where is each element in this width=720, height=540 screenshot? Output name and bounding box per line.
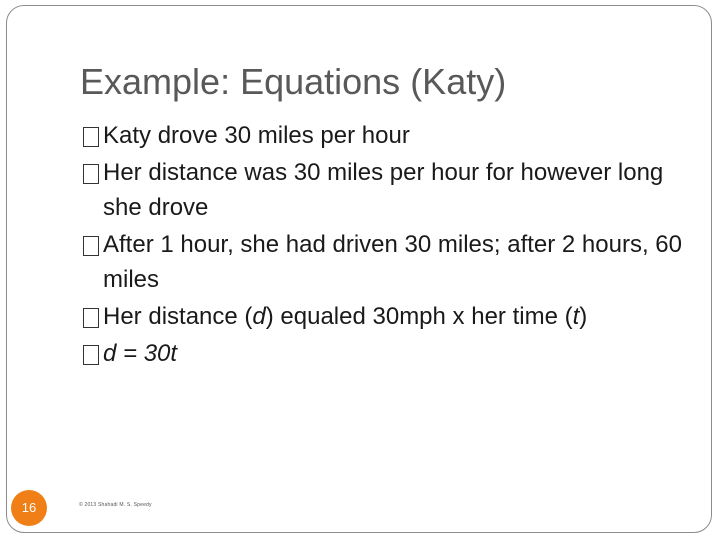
equation-text: d = 30t (103, 340, 178, 367)
square-bullet-icon (83, 308, 99, 328)
slide-title: Example: Equations (Katy) (80, 61, 507, 102)
bullet-item (83, 227, 683, 297)
square-bullet-icon (83, 127, 99, 147)
footer-copyright: © 2013 Shahadi M. S. Speedy (79, 502, 152, 508)
bullet-list (83, 118, 683, 373)
square-bullet-icon (83, 164, 99, 184)
bullet-item (83, 118, 683, 153)
bullet-item (83, 155, 683, 225)
variable-t: t (572, 303, 580, 330)
bullet-item (83, 299, 683, 334)
square-bullet-icon (83, 236, 99, 256)
bullet-text: Katy drove 30 miles per hour (103, 122, 410, 149)
bullet-text-segment: ) (579, 303, 588, 330)
bullet-text-segment: ) equaled 30mph x her time ( (265, 303, 573, 330)
bullet-item (83, 336, 683, 371)
bullet-text: Her distance was 30 miles per hour for however long she drove (103, 159, 664, 221)
bullet-text-segment: Her distance ( (103, 303, 253, 330)
variable-d: d (252, 303, 266, 330)
square-bullet-icon (83, 345, 99, 365)
bullet-text: After 1 hour, she had driven 30 miles; after 2 hours, 60 miles (103, 231, 682, 293)
slide-number-badge: 16 (11, 490, 47, 526)
